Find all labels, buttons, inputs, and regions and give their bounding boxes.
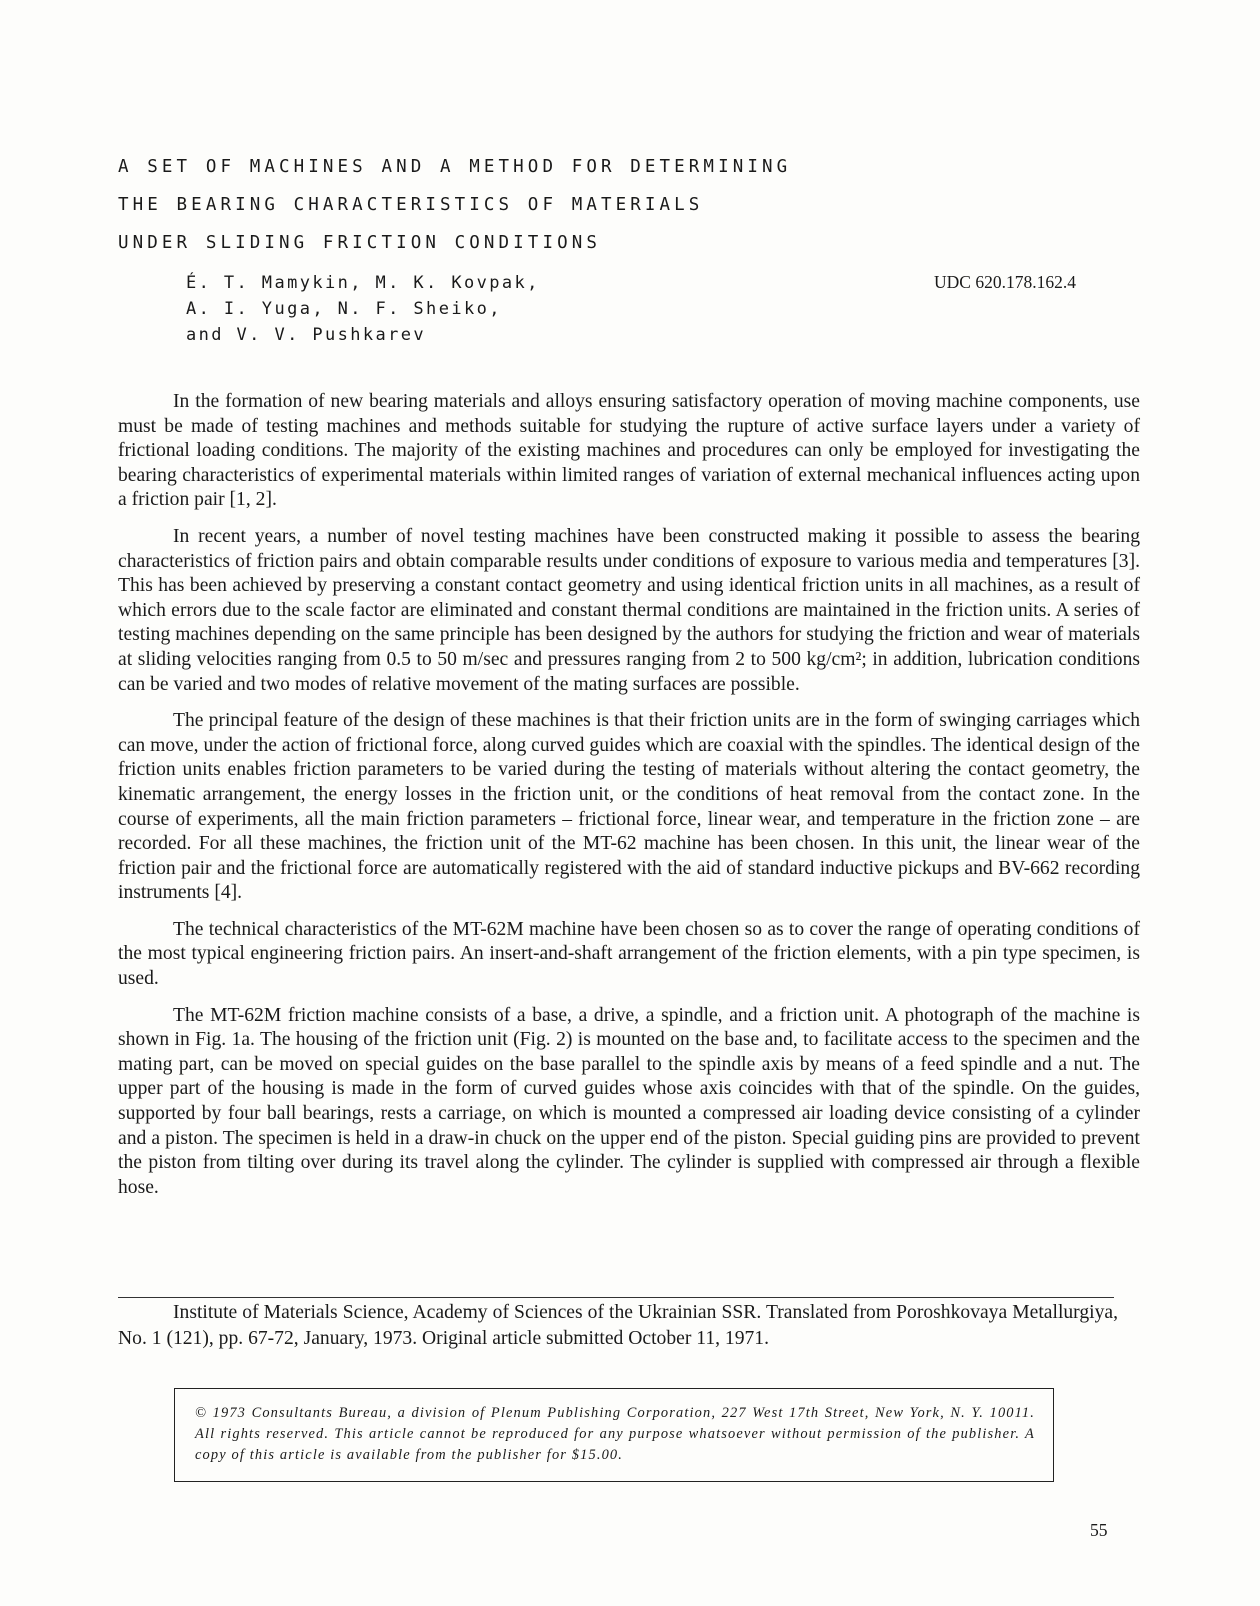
copyright-text: © 1973 Consultants Bureau, a division of Plenum Publishing Corporation, 227 West 17th Street, New York, N. Y. 10011. All rights reserved. This article cannot be reproduced for any purpose whatsoever without permission of the publisher. A copy of this article is available from the publisher for $15.00.: [195, 1405, 1035, 1463]
page-number: 55: [1090, 1520, 1108, 1540]
body-paragraph-2: In recent years, a number of novel testing machines have been constructed making it possible to assess the bearing characteristics of friction pairs and obtain comparable results under conditions of exposure to various media and temperatures [3]. This has been achieved by preserving a constant contact geometry and using identical friction units in all machines, as a result of which errors due to the scale factor are eliminated and constant thermal conditions are maintained in the friction units. A series of testing machines depending on the same principle has been designed by the authors for studying the friction and wear of materials at sliding velocities ranging from 0.5 to 50 m/sec and pressures ranging from 2 to 500 kg/cm²; in addition, lubrication conditions can be varied and two modes of relative movement of the mating surfaces are possible.: [118, 525, 1140, 695]
body-paragraph-3: The principal feature of the design of these machines is that their friction units are in the form of swinging carriages which can move, under the action of frictional force, along curved guides which are coaxial with the spindles. The identical design of the friction units enables friction parameters to be varied during the testing of materials without altering the contact geometry, the kinematic arrangement, the energy losses in the friction unit, or the conditions of heat removal from the contact zone. In the course of experiments, all the main friction parameters – frictional force, linear wear, and temperature in the friction zone – are recorded. For all these machines, the friction unit of the MT-62 machine has been chosen. In this unit, the linear wear of the friction pair and the frictional force are automatically registered with the aid of standard inductive pickups and BV-662 recording instruments [4].: [118, 710, 1140, 904]
body-paragraph-4: The technical characteristics of the MT-62M machine have been chosen so as to cover the range of operating conditions of the most typical engineering friction pairs. An insert-and-shaft arrangement of the friction elements, with a pin type specimen, is used.: [118, 918, 1140, 990]
title-line-3: UNDER SLIDING FRICTION CONDITIONS: [118, 233, 601, 253]
article-body: [118, 390, 1140, 1212]
footnote-text: Institute of Materials Science, Academy of Sciences of the Ukrainian SSR. Translated from Poroshkovaya Metallurgiya, No. 1 (121), pp. 67-72, January, 1973. Original article submitted October 11, 1971.: [118, 1302, 1118, 1349]
author-line-1: É. T. Mamykin, M. K. Kovpak,: [186, 273, 540, 293]
title-line-2: THE BEARING CHARACTERISTICS OF MATERIALS: [118, 195, 704, 215]
author-line-2: A. I. Yuga, N. F. Sheiko,: [186, 299, 502, 319]
footnote: [118, 1300, 1118, 1351]
body-paragraph-5: The MT-62M friction machine consists of a base, a drive, a spindle, and a friction unit. A photograph of the machine is shown in Fig. 1a. The housing of the friction unit (Fig. 2) is mounted on the base and, to facilitate access to the specimen and the mating part, can be moved on special guides on the base parallel to the spindle axis by means of a feed spindle and a nut. The upper part of the housing is made in the form of curved guides whose axis coincides with that of the spindle. On the guides, supported by four ball bearings, rests a carriage, on which is mounted a compressed air loading device consisting of a cylinder and a piston. The specimen is held in a draw-in chuck on the upper end of the piston. Special guiding pins are provided to prevent the piston from tilting over during its travel along the cylinder. The cylinder is supplied with compressed air through a flexible hose.: [118, 1004, 1140, 1198]
udc-code: UDC 620.178.162.4: [934, 272, 1076, 292]
body-paragraph-1: In the formation of new bearing materials and alloys ensuring satisfactory operation of moving machine components, use must be made of testing machines and methods suitable for studying the rupture of active surface layers under a variety of frictional loading conditions. The majority of the existing machines and procedures can only be employed for investigating the bearing characteristics of experimental materials within limited ranges of variation of external mechanical influences acting upon a friction pair [1, 2].: [118, 391, 1140, 511]
footnote-divider: [118, 1297, 1114, 1298]
title-line-1: A SET OF MACHINES AND A METHOD FOR DETERMINING: [118, 157, 792, 177]
article-title: [118, 148, 1018, 262]
author-line-3: and V. V. Pushkarev: [186, 325, 427, 345]
author-list: [186, 270, 786, 348]
copyright-box: [174, 1388, 1054, 1482]
